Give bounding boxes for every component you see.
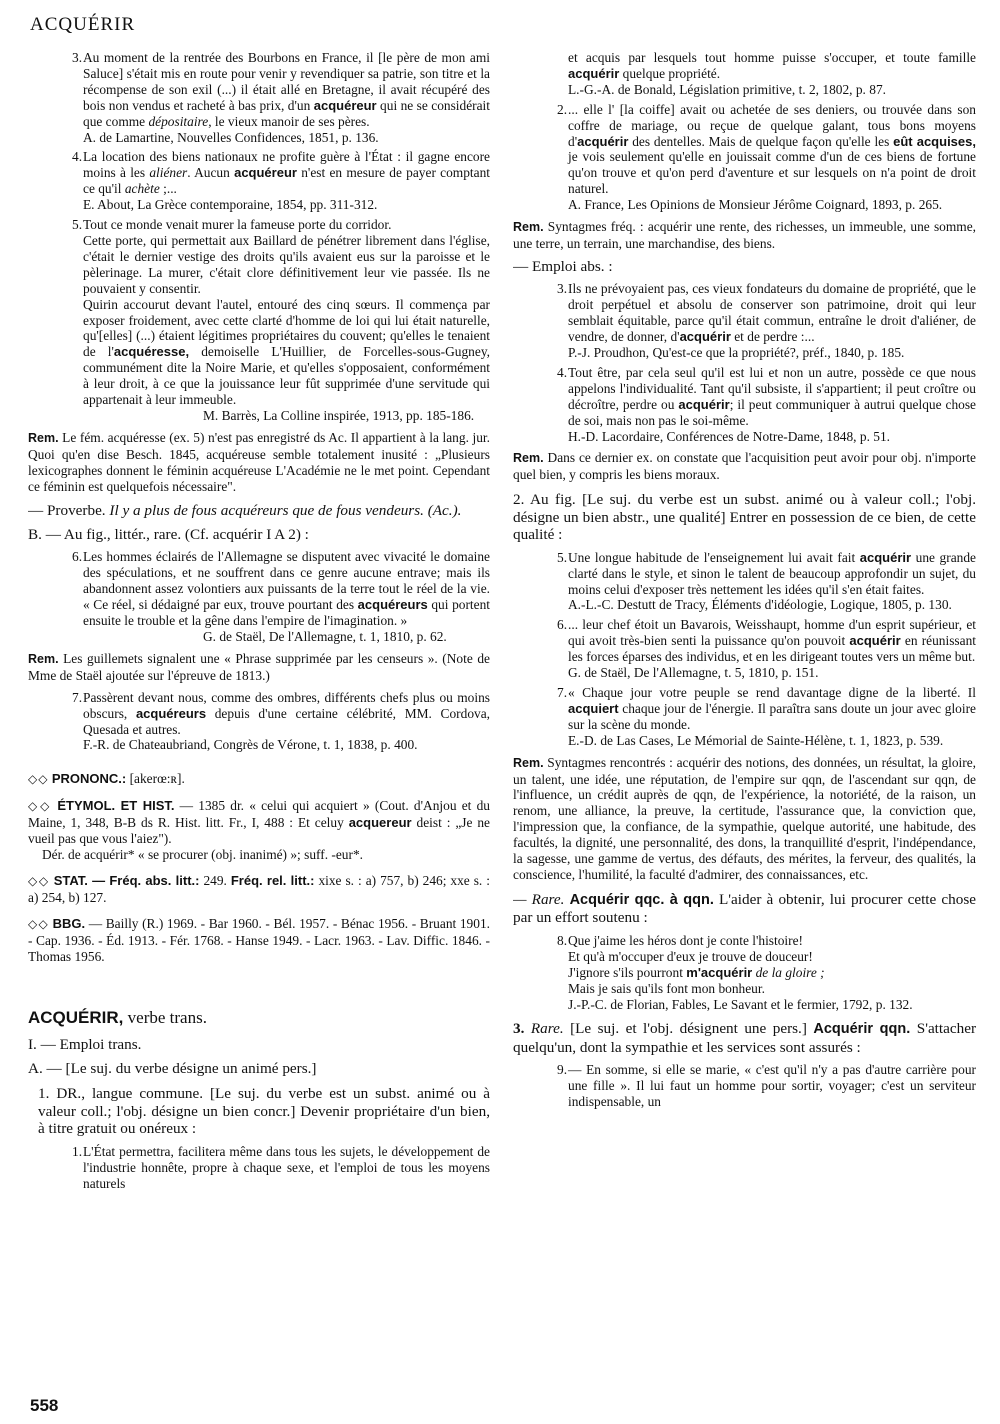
diamond-icon: ◇◇ [28, 799, 53, 814]
example-3: 3. Au moment de la rentrée des Bourbons en France, il [le père de mon ami Saluce] s'était mis en route pour venir y revendiquer sa patrie, son titre et la récompense de son exil (...) il était allé en Bretagne, il avait récupéré des bois non vendus et racheté à bas prix, d'un acquéreur qui ne se considérait que comme dépositaire, le vieux manoir de ses pères. A. de Lamartine, Nouvelles Confidences, 1851, p. 136. [72, 50, 490, 145]
example-text: ... elle l' [la coiffe] avait ou achetée de ses deniers, ou trouvée dans son coffre de mariage, ou reçue de quelque galant, tous bons moyens d'acquérir des dentelles. Mais de quelque façon qu'elle les eût acquises, je vois seulement qu'elle en jouissait comme d'un de ces biens de fortune qu'on trouve et qu'on perd d'aventure et sur lesquels on n'a point de droit naturel. [568, 101, 976, 197]
example-text: Quirin accourut devant l'autel, entouré des cinq sœurs. Il commença par exposer froidement, avec cette clarté d'homme de loi qui lui était naturelle, qu'[elles] (...) étaient légitimes propriétaires du couvent; qu'elles le tenaient de l'acquéresse, demoiselle L'Huillier, de Forcelles-sous-Gugney, communément dite la Noire Marie, et qu'elles s'opposaient, conformément à leur droit, à ce que la jouissance leur fût supprimée d'une servitude qui appartenait à leur immeuble. [83, 296, 490, 408]
diamond-icon: ◇◇ [28, 772, 49, 787]
verse-line: Mais je sais qu'ils font mon bonheur. [568, 980, 765, 996]
verse-line: Et qu'à m'occuper d'eux je trouve de douceur! [568, 948, 813, 964]
example-9: 9. — En somme, si elle se marie, « c'est qu'il n'y a pas d'autre carrière pour une fille ». Il lui faut un homme pour sortir, voyager; c'est un serviteur indispensable, un [557, 1062, 976, 1110]
example-source: M. Barrès, La Colline inspirée, 1913, pp. 185-186. [203, 407, 475, 423]
diamond-icon: ◇◇ [28, 873, 50, 888]
sense-3-definition: 3. Rare. [Le suj. et l'obj. désignent une pers.] Acquérir qqn. S'attacher quelqu'un, dont la sympathie et les services sont assurés : [513, 1020, 976, 1056]
example-source: G. de Staël, De l'Allemagne, t. 1, 1810, p. 62. [203, 629, 447, 644]
page-number: 558 [30, 1396, 59, 1415]
example-source: E. About, La Grèce contemporaine, 1854, pp. 311-312. [83, 197, 378, 213]
example-4: 4. La location des biens nationaux ne profite guère à l'État : il gagne encore moins à les aliéner. Aucun acquéreur n'est en mesure de payer comptant ce qu'il achète ;... E. About, La Grèce contemporaine, 1854, pp. 311-312. [72, 149, 490, 213]
remark: Rem. Les guillemets signalent une « Phrase supprimée par les censeurs ». (Note de Mme de Staël ajoutée sur l'épreuve de 1813.) [28, 650, 490, 683]
section-a-heading: A. — [Le suj. du verbe désigne un animé pers.] [28, 1059, 317, 1077]
example-text: Passèrent devant nous, comme des ombres, différents chefs plus ou moins obscurs, acquéreurs depuis d'une certaine célébrité, MM. Cordova, Quesada et autres. [83, 689, 490, 737]
example-text: La location des biens nationaux ne profite guère à l'État : il gagne encore moins à les aliéner. Aucun acquéreur n'est en mesure de payer comptant ce qu'il achète ;... [83, 149, 490, 197]
remark: Rem. Syntagmes fréq. : acquérir une rente, des richesses, un immeuble, une somme, une terre, un terrain, une marchandise, des biens. [513, 219, 976, 251]
example-8: 8. Que j'aime les héros dont je conte l'histoire! Et qu'à m'occuper d'eux je trouve de douceur! J'ignore s'ils pourront m'acquérir de la gloire ; Mais je sais qu'ils font mon bonheur. J.-P.-C. de Florian, Fables, Le Savant et le fermier, 1792, p. 132. [513, 933, 976, 1013]
diamond-icon: ◇◇ [28, 916, 49, 931]
example-text: ... leur chef étoit un Bavarois, Weisshaupt, homme d'un esprit supérieur, et qui avoit très-bien senti la puissance qu'on pouvoit acquérir en réunissant les forces éparses des individus, et en les dirigeant toutes vers un même but. [568, 617, 976, 665]
example-source: A. France, Les Opinions de Monsieur Jérôme Coignard, 1893, p. 265. [568, 197, 943, 213]
emploi-abs-heading: — Emploi abs. : [513, 257, 613, 275]
example-source: A. de Lamartine, Nouvelles Confidences, 1851, p. 136. [83, 129, 379, 145]
example-6: 6. Les hommes éclairés de l'Allemagne se disputent avec vivacité le domaine des spéculations, et ne souffrent dans ce genre aucune entrave; mais ils abandonnent assez volontiers aux puissants de la terre tout le réel de la vie. « Ce réel, si dédaigné par eux, trouve pourtant des acquéreurs qui portent ensuite le trouble et la gêne dans l'empire de l'imagination. » G. de Staël, De l'Allemagne, t. 1, 1810, p. 62. [72, 549, 490, 644]
example-5: 5. Une longue habitude de l'enseignement lui avait fait acquérir une grande clarté dans le style, et sinon le talent de beaucoup approfondir un sujet, du moins celui d'exposer très nettement les idées qu'il s'en était faites. A.-L.-C. Destutt de Tracy, Éléments d'idéologie, Logique, 1805, p. 130. [557, 549, 976, 613]
example-text: et acquis par lesquels tout homme puisse s'occuper, et toute famille acquérir quelque propriété. [568, 50, 976, 81]
verse-line: Que j'aime les héros dont je conte l'histoire! [568, 932, 804, 948]
example-5: 5. Tout ce monde venait murer la fameuse porte du corridor. Cette porte, qui permettait aux Baillard de pénétrer librement dans l'église, c'était le dernier vestige des droits qu'ils avaient eus sur la paroisse et le pèlerinage. La murer, c'était clore définitivement leur vie passée. Ils ne pouvaient y consentir. Quirin accourut devant l'autel, entouré des cinq sœurs. Il commença par exposer froidement, avec cette clarté d'homme de loi qui lui était naturelle, qu'[elles] (...) étaient légitimes propriétaires du couvent; qu'elles le tenaient de l'acquéresse, demoiselle L'Huillier, de Forcelles-sous-Gugney, communément dite la Noire Marie, et qu'elles s'opposaient, conformément à leur droit, à ce que la jouissance leur fût supprimée d'une servitude qui appartenait à leur immeuble. M. Barrès, La Colline inspirée, 1913, pp. 185-186. [72, 217, 490, 423]
example-text: Ils ne prévoyaient pas, ces vieux fondateurs du domaine de propriété, que le droit perpétuel et absolu de conserver son patrimoine, droit qui leur semblait équitable, parce qu'il était commun, entraîne le droit d'aliéner, de vendre, de donner, d'acquérir et de perdre :... [568, 281, 976, 345]
example-source: G. de Staël, De l'Allemagne, t. 5, 1810, p. 151. [568, 665, 819, 681]
example-text: Les hommes éclairés de l'Allemagne se disputent avec vivacité le domaine des spéculations, et ne souffrent dans ce genre aucune entrave; mais ils abandonnent assez volontiers aux puissants de la terre tout le réel de la vie. « Ce réel, si dédaigné par eux, trouve pourtant des acquéreurs qui portent ensuite le trouble et la gêne dans l'empire de l'imagination. » [83, 549, 490, 629]
entry-headword: ACQUÉRIR, verbe trans. [28, 1008, 207, 1028]
example-text: Au moment de la rentrée des Bourbons en France, il [le père de mon ami Saluce] s'était mis en route pour venir y revendiquer sa patrie, son titre et la récompense de son exil (...) il était allé en Bretagne, il avait récupéré des bois non vendus et racheté à bas prix, d'un acquéreur qui ne se considérait que comme dépositaire, le vieux manoir de ses pères. [83, 50, 490, 129]
sense-1-definition: 1. DR., langue commune. [Le suj. du verbe est un subst. animé ou à valeur coll.; l'obj. désigne un bien concr.] Devenir propriétaire d'un bien, à titre gratuit ou onéreux : [38, 1085, 490, 1138]
bibliography-section: ◇◇ BBG. — Bailly (R.) 1969. - Bar 1960. - Bél. 1957. - Bénac 1956. - Bruant 1901. - Cap. 1936. - Éd. 1913. - Fér. 1768. - Hanse 1949. - Lacr. 1963. - Lav. Diffic. 1846. - Thomas 1956. [28, 915, 490, 964]
remark: Rem. Dans ce dernier ex. on constate que l'acquisition peut avoir pour obj. n'importe quel bien, y compris les biens moraux. [513, 450, 976, 483]
rare-usage: — Rare. Acquérir qqc. à qqn. L'aider à obtenir, lui procurer cette chose par un effort soutenu : [513, 890, 976, 927]
example-text: Cette porte, qui permettait aux Baillard de pénétrer librement dans l'église, c'était le dernier vestige des droits qu'ils avaient eus sur la paroisse et le pèlerinage. La murer, c'était clore définitivement leur vie passée. Ils ne pouvaient y consentir. [83, 232, 490, 296]
proverb: — Proverbe. Il y a plus de fous acquéreurs que de fous vendeurs. (Ac.). [28, 502, 462, 520]
section-b-heading: B. — Au fig., littér., rare. (Cf. acquérir I A 2) : [28, 525, 309, 543]
right-column [513, 50, 976, 1415]
example-source: F.-R. de Chateaubriand, Congrès de Vérone, t. 1, 1838, p. 400. [83, 737, 418, 753]
running-head: ACQUÉRIR [30, 14, 136, 35]
example-2: 2. ... elle l' [la coiffe] avait ou achetée de ses deniers, ou trouvée dans son coffre de mariage, ou reçue de quelque galant, tous bons moyens d'acquérir des dentelles. Mais de quelque façon qu'elle les eût acquises, je vois seulement qu'elle en jouissait comme d'un de ces biens de fortune qu'on trouve et qu'on perd d'aventure et sur lesquels on n'a point de droit naturel. A. France, Les Opinions de Monsieur Jérôme Coignard, 1893, p. 265. [557, 101, 976, 213]
statistics-section: ◇◇ STAT. — Fréq. abs. litt.: 249. Fréq. rel. litt.: xixe s. : a) 757, b) 246; xxe s. : a) 254, b) 127. [28, 872, 490, 905]
left-column [28, 50, 490, 1395]
example-text: Tout ce monde venait murer la fameuse porte du corridor. [83, 217, 392, 233]
example-source: P.-J. Proudhon, Qu'est-ce que la propriété?, préf., 1840, p. 185. [568, 345, 905, 360]
example-1-continued [513, 50, 976, 98]
example-6: 6. ... leur chef étoit un Bavarois, Weisshaupt, homme d'un esprit supérieur, et qui avoit très-bien senti la puissance qu'on pouvoit acquérir en réunissant les forces éparses des individus, et en les dirigeant toutes vers un même but. G. de Staël, De l'Allemagne, t. 5, 1810, p. 151. [557, 617, 976, 681]
prononciation-section: ◇◇ PRONONC.: [akerœ:ʀ]. [28, 771, 185, 787]
example-source: L.-G.-A. de Bonald, Législation primitive, t. 2, 1802, p. 87. [568, 81, 886, 97]
example-4: 4. Tout être, par cela seul qu'il est lui et non un autre, possède ce que nous appelons l'individualité. Tant qu'il subsiste, il s'appartient; il peut croître ou décroître, perdre ou acquérir; il peut communiquer à autrui quelque chose de soi, mais non pas le soi-même. H.-D. Lacordaire, Conférences de Notre-Dame, 1848, p. 51. [557, 364, 976, 444]
example-7: 7. Passèrent devant nous, comme des ombres, différents chefs plus ou moins obscurs, acquéreurs depuis d'une certaine célébrité, MM. Cordova, Quesada et autres. F.-R. de Chateaubriand, Congrès de Vérone, t. 1, 1838, p. 400. [72, 689, 490, 753]
example-text: Une longue habitude de l'enseignement lui avait fait acquérir une grande clarté dans le style, et sinon le talent de beaucoup approfondir un sujet, du moins celui d'exposer très nettement les idées qu'il s'en était faites. [568, 549, 976, 597]
example-text: Tout être, par cela seul qu'il est lui et non un autre, possède ce que nous appelons l'individualité. Tant qu'il subsiste, il s'appartient; il peut croître ou décroître, perdre ou acquérir; il peut communiquer à autrui quelque chose de soi, mais non pas le soi-même. [568, 364, 976, 428]
etymology-section: ◇◇ ÉTYMOL. ET HIST. — 1385 dr. « celui qui acquiert » (Cout. d'Anjou et du Maine, 1, 348, B-B ds R. Hist. litt. Fr., I, 488 : Et celuy acquereur deist : „Je ne vueil pas que vous l'aiez"). Dér. de acquérir* « se procurer (obj. inanimé) »; suff. -eur*. [28, 798, 490, 862]
example-source: J.-P.-C. de Florian, Fables, Le Savant et le fermier, 1792, p. 132. [568, 996, 913, 1012]
example-text: — En somme, si elle se marie, « c'est qu'il n'y a pas d'autre carrière pour une fille ». Il lui faut un homme pour sortir, voyager; c'est un serviteur indispensable, un [568, 1062, 976, 1110]
example-source: E.-D. de Las Cases, Le Mémorial de Sainte-Hélène, t. 1, 1823, p. 539. [568, 732, 944, 748]
example-7: 7. « Chaque jour votre peuple se rend davantage digne de la liberté. Il acquiert chaque jour de l'énergie. Il paraîtra sans doute un jour avec gloire sur la scène du monde. E.-D. de Las Cases, Le Mémorial de Sainte-Hélène, t. 1, 1823, p. 539. [557, 685, 976, 748]
example-source: H.-D. Lacordaire, Conférences de Notre-Dame, 1848, p. 51. [568, 428, 890, 444]
sense-2-definition: 2. Au fig. [Le suj. du verbe est un subst. animé ou à valeur coll.; l'obj. désigne un bien abstr., une qualité] Entrer en possession de ce bien, de cette qualité : [513, 491, 976, 544]
example-text: « Chaque jour votre peuple se rend davantage digne de la liberté. Il acquiert chaque jour de l'énergie. Il paraîtra sans doute un jour avec gloire sur la scène du monde. [568, 685, 976, 732]
verse-line: J'ignore s'ils pourront m'acquérir de la gloire ; [568, 964, 825, 980]
section-i-heading: I. — Emploi trans. [28, 1036, 142, 1054]
example-1: 1. L'État permettra, facilitera même dans tous les sujets, le développement de l'industrie honnête, propre à chaque sexe, et l'emploi de tous les moyens naturels [72, 1143, 490, 1191]
remark: Rem. Le fém. acquéresse (ex. 5) n'est pas enregistré ds Ac. Il appartient à la lang. jur. Quoi qu'en dise Besch. 1845, acquéreuse semble totalement inusité : „Plusieurs lexicographes donnent le féminin acquéreuse L'Académie ne le met point. Cependant ce féminin est quelquefois nécessaire". [28, 429, 490, 494]
remark: Rem. Syntagmes rencontrés : acquérir des notions, des données, un résultat, la gloire, un talent, une idée, une réputation, de l'empire sur qqn, de l'ascendant sur qqn, de l'influence, un crédit auprès de qqn, de l'expérience, la notoriété, de la raison, un renom, une alliance, la preuve, la certitude, l'assurance que, la conviction que, l'impression que, la confiance, de la sympathie, quelque autorité, une habitude, des facultés, la dignité, une personnalité, des dons, la tranquillité d'esprit, l'indépendance, la sagesse, une gamme de vertus, des défauts, des mérites, la ferveur, des qualités, la conscience, l'humilité, la faculté d'admirer, des connaissances, etc. [513, 754, 976, 882]
example-source: A.-L.-C. Destutt de Tracy, Éléments d'idéologie, Logique, 1805, p. 130. [568, 597, 952, 613]
example-text: L'État permettra, facilitera même dans tous les sujets, le développement de l'industrie honnête, propre à chaque sexe, et l'emploi de tous les moyens naturels [83, 1143, 490, 1191]
example-3: 3. Ils ne prévoyaient pas, ces vieux fondateurs du domaine de propriété, que le droit perpétuel et absolu de conserver son patrimoine, droit qui leur semblait équitable, parce qu'il était commun, entraîne le droit d'aliéner, de vendre, de donner, d'acquérir et de perdre :... P.-J. Proudhon, Qu'est-ce que la propriété?, préf., 1840, p. 185. [557, 281, 976, 360]
